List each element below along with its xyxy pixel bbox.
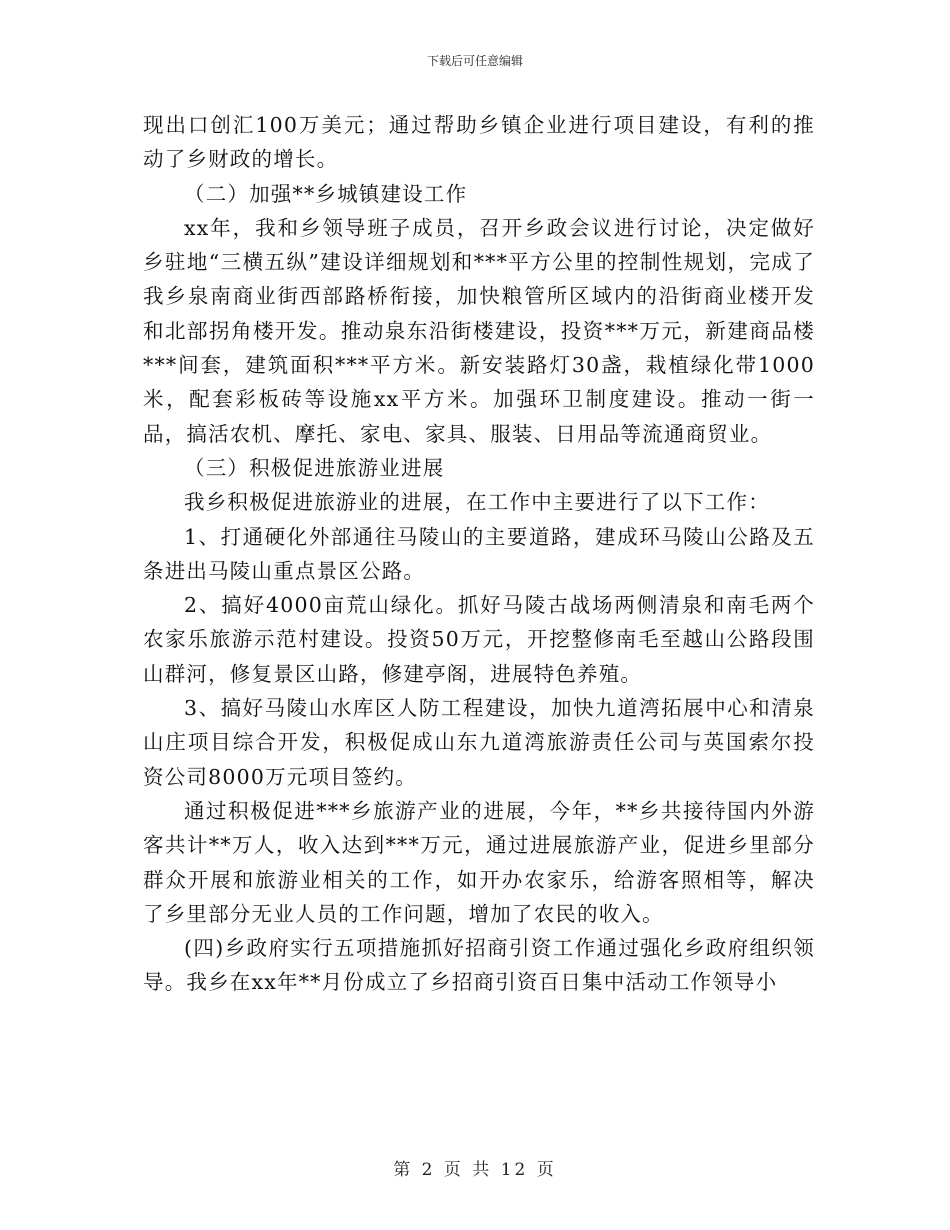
page-header: 下载后可任意编辑: [426, 54, 523, 68]
document-body: [143, 108, 815, 1000]
paragraph-5: 我乡积极促进旅游业的进展，在工作中主要进行了以下工作：: [184, 490, 770, 515]
paragraph-3: xx年，我和乡领导班子成员，召开乡政会议进行讨论，决定做好乡驻地“三横五纵”建设详细规划和***平方公里的控制性规划，完成了我乡泉南商业街西部路桥衔接，加快粮管所区域内的沿街商业楼开发和北部拐角楼开发。推动泉东沿街楼建设，投资***万元，新建商品楼***间套，建筑面积***平方米。新安装路灯30盏，栽植绿化带1000米，配套彩板砖等设施xx平方米。加强环卫制度建设。推动一街一品，搞活农机、摩托、家电、家具、服装、日用品等流通商贸业。: [143, 215, 815, 446]
paragraph-9: 通过积极促进***乡旅游产业的进展，今年，**乡共接待国内外游客共计**万人，收入达到***万元，通过进展旅游产业，促进乡里部分群众开展和旅游业相关的工作，如开办农家乐，给游客照相等，解决了乡里部分无业人员的工作问题，增加了农民的收入。: [143, 798, 815, 926]
list-item-2: 2、搞好4000亩荒山绿化。抓好马陵古战场两侧清泉和南毛两个农家乐旅游示范村建设。投资50万元，开挖整修南毛至越山公路段围山群河，修复景区山路，修建亭阁，进展特色养殖。: [143, 593, 815, 686]
list-item-3: 3、搞好马陵山水库区人防工程建设，加快九道湾拓展中心和清泉山庄项目综合开发，积极促成山东九道湾旅游责任公司与英国索尔投资公司8000万元项目签约。: [143, 696, 815, 789]
paragraph-10: (四)乡政府实行五项措施抓好招商引资工作通过强化乡政府组织领导。我乡在xx年**月份成立了乡招商引资百日集中活动工作领导小: [143, 936, 815, 995]
section-heading-3: （三）积极促进旅游业进展: [184, 455, 445, 480]
list-item-1: 1、打通硬化外部通往马陵山的主要道路，建成环马陵山公路及五条进出马陵山重点景区公路。: [143, 524, 815, 583]
page-footer: 第 2 页 共 12 页: [393, 1160, 557, 1180]
paragraph-1: 现出口创汇100万美元；通过帮助乡镇企业进行项目建设，有利的推动了乡财政的增长。: [143, 113, 815, 172]
section-heading-2: （二）加强**乡城镇建设工作: [184, 181, 468, 206]
